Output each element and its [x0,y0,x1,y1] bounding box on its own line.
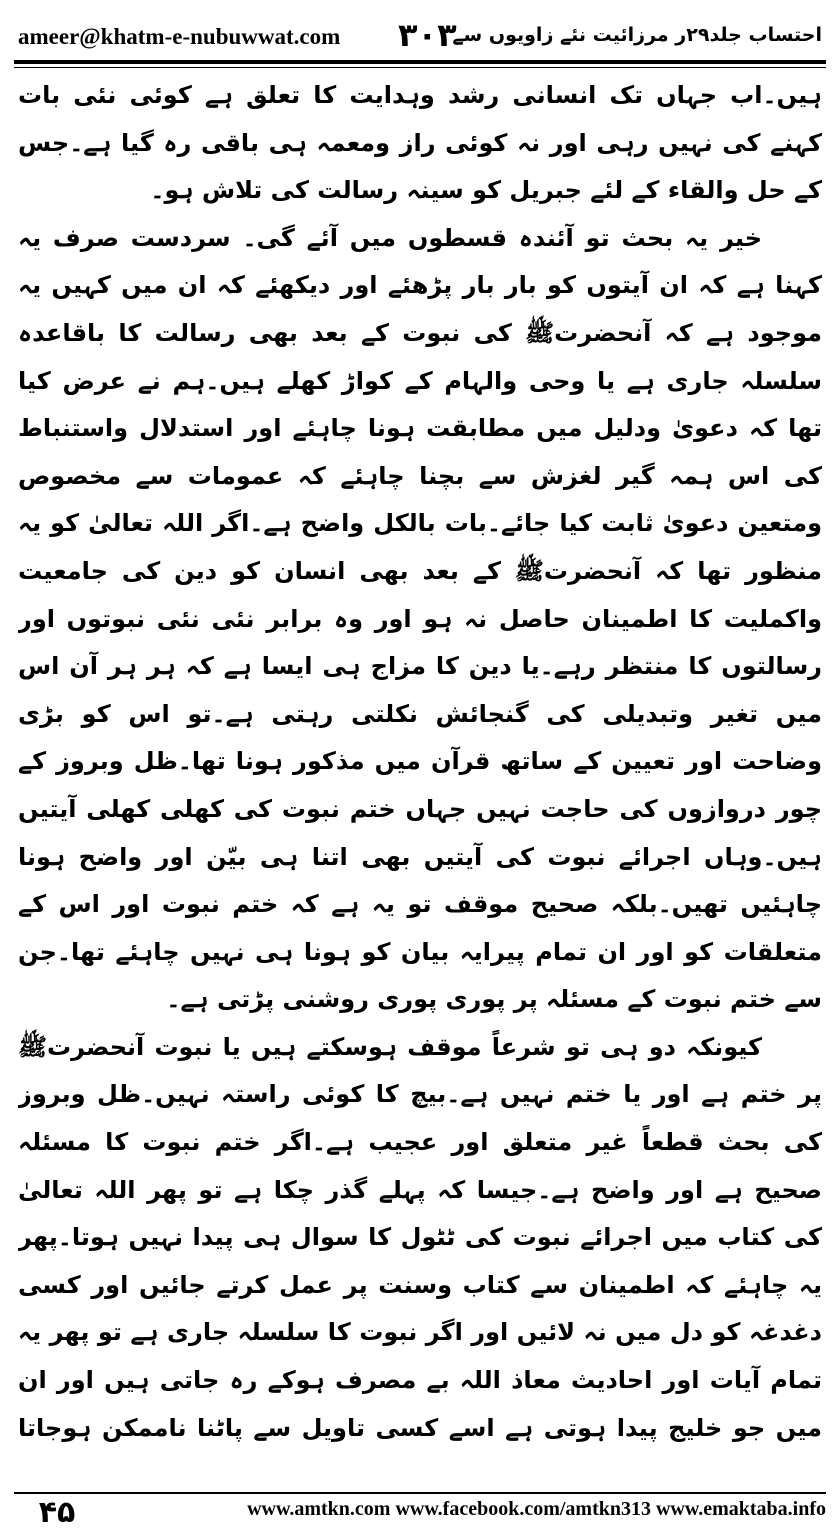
footer-page-number: ۴۵ [38,1495,76,1530]
footer-urls[interactable]: www.amtkn.com www.facebook.com/amtkn313 www.emaktaba.info [247,1498,826,1520]
header-book-title: احتساب جلد۲۹ر مرزائیت نئے زاویوں سے [452,24,822,46]
header-page-number: ۳۰۳ [398,16,457,54]
paragraph-1: ہیں۔اب جہاں تک انسانی رشد وہدایت کا تعلق ہے کوئی نئی بات کہنے کی نہیں رہی اور نہ کوئی راز ومعمہ ہی باقی رہ گیا ہے۔جس کے حل والقاء کے لئے جبریل کو سینہ رسالت کی تلاش ہو۔ [18,81,822,205]
page-header [14,14,826,60]
header-email[interactable]: ameer@khatm-e-nubuwwat.com [18,24,341,49]
paragraph-2: خیر یہ بحث تو آئندہ قسطوں میں آئے گی۔ سردست صرف یہ کہنا ہے کہ ان آیتوں کو بار بار پڑھئے اور دیکھئے کہ ان میں کہیں یہ موجود ہے کہ آنحضرتﷺ کی نبوت کے بعد بھی رسالت کا باقاعدہ سلسلہ جاری ہے یا وحی والہام کے کواڑ کھلے ہیں۔ہم نے عرض کیا تھا کہ دعویٰ ودلیل میں مطابقت ہونا چاہئے اور استدلال واستنباط کی اس ہمہ گیر لغزش سے بچنا چاہئے کہ عمومات سے مخصوص ومتعین دعویٰ ثابت کیا جائے۔بات بالکل واضح ہے۔اگر اللہ تعالیٰ کو یہ منظور تھا کہ آنحضرتﷺ کے بعد بھی انسان کو دین کی جامعیت واکملیت کا اطمینان حاصل نہ ہو اور وہ برابر نئی نئی نبوتوں اور رسالتوں کا منتظر رہے۔یا دین کا مزاج ہی ایسا ہے کہ ہر ہر آن اس میں تغیر وتبدیلی کی گنجائش نکلتی رہتی ہے۔تو اس کو بڑی وضاحت اور تعیین کے ساتھ قرآن میں مذکور ہونا تھا۔ظل وبروز کے چور دروازوں کی حاجت نہیں جہاں ختم نبوت کی کھلی کھلی آیتیں ہیں۔وہاں اجرائے نبوت کی آیتیں بھی اتنا ہی بیّن اور واضح ہونا چاہئیں تھیں۔بلکہ صحیح موقف تو یہ ہے کہ ختم نبوت اور اس کے متعلقات کو اور ان تمام پیرایہ بیان کو ہونا ہی نہیں چاہئے تھا۔جن سے ختم نبوت کے مسئلہ پر پوری پوری روشنی پڑتی ہے۔ [18,223,822,1014]
page-footer [14,1494,826,1534]
paragraph-3: کیونکہ دو ہی تو شرعاً موقف ہوسکتے ہیں یا نبوت آنحضرتﷺ پر ختم ہے اور یا ختم نہیں ہے۔بیچ کا کوئی راستہ نہیں۔ظل وبروز کی بحث قطعاً غیر متعلق اور عجیب ہے۔اگر ختم نبوت کا مسئلہ صحیح ہے اور واضح ہے۔جیسا کہ پہلے گذر چکا ہے تو پھر اللہ تعالیٰ کی کتاب میں اجرائے نبوت کی ٹٹول کا سوال ہی پیدا نہیں ہوتا۔پھر یہ چاہئے کہ اطمینان سے کتاب وسنت پر عمل کرتے جائیں اور کسی دغدغہ کو دل میں نہ لائیں اور اگر نبوت کا سلسلہ جاری ہے تو پھر یہ تمام آیات اور احادیث معاذ اللہ بے مصرف ہوکے رہ جاتی ہیں اور ان میں جو خلیج پیدا ہوتی ہے اسے کسی تاویل سے پاٹنا ناممکن ہوجاتا [18,1032,822,1442]
header-divider [14,60,826,68]
page-body [18,72,822,1452]
